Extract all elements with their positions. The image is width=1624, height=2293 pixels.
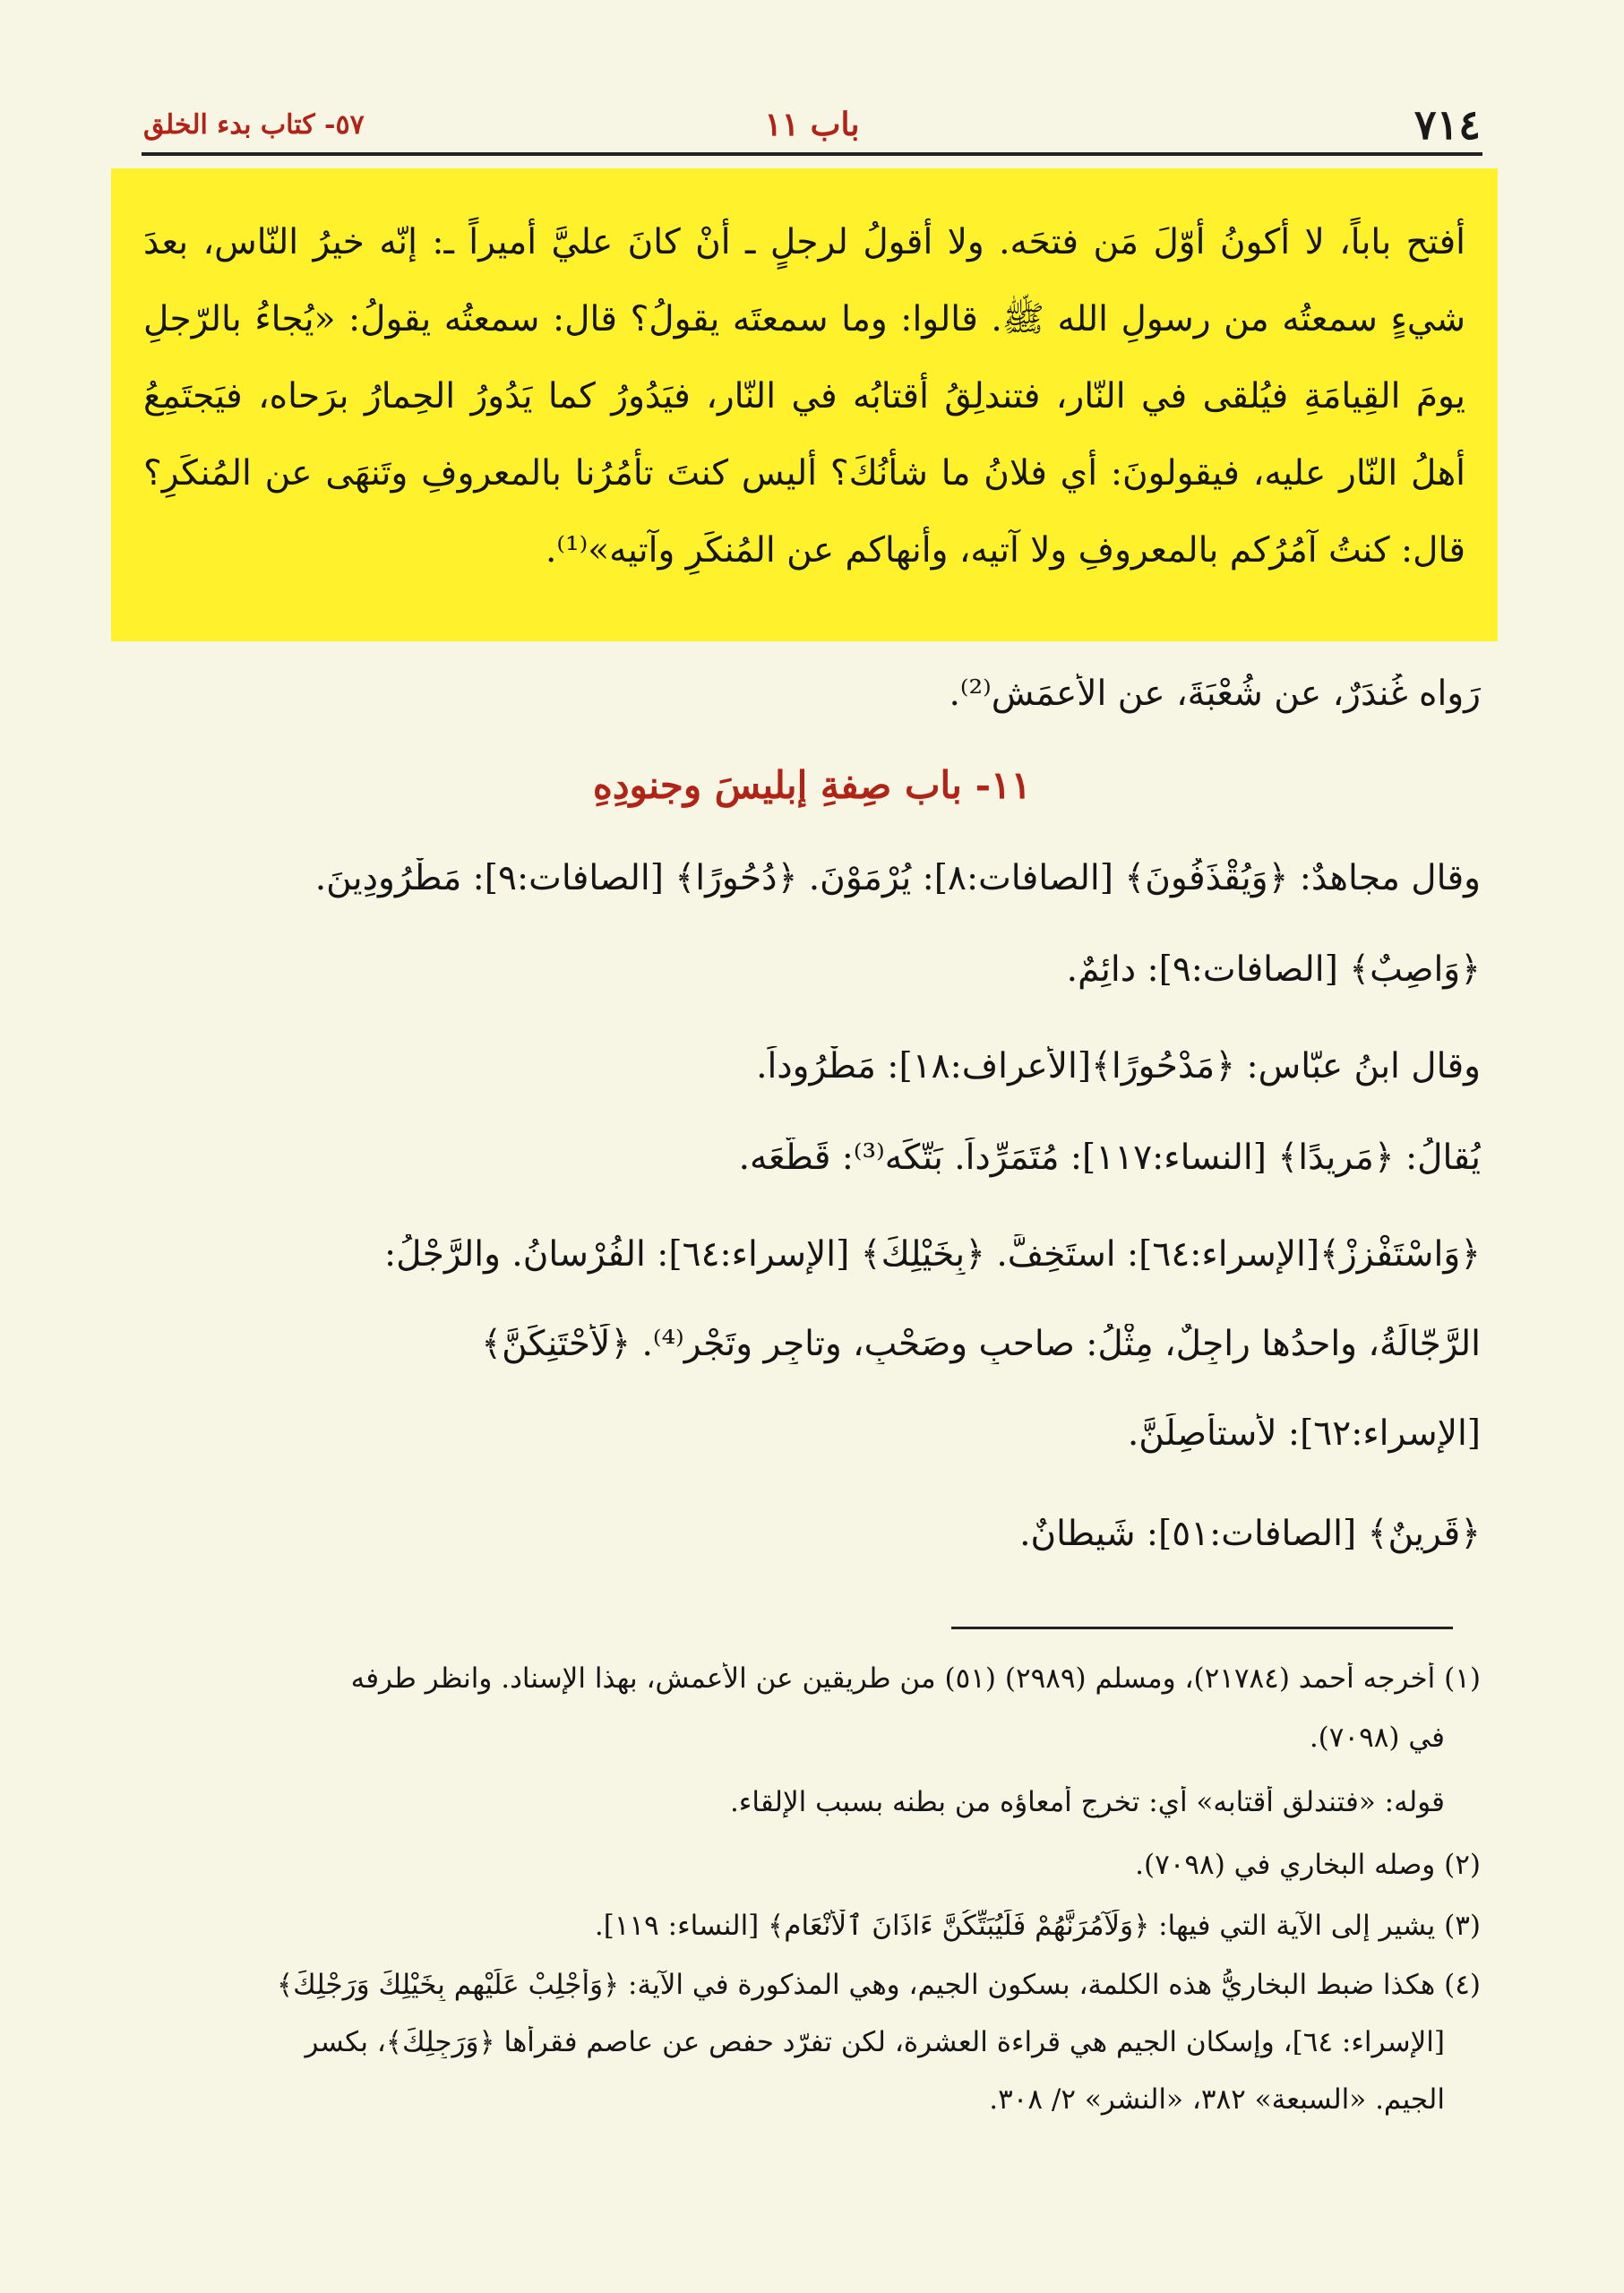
body-line: ﴿وَاسْتَفْزِزْ﴾[الإسراء:٦٤]: استَخِفَّ. ﴿بِخَيْلِكَ﴾ [الإسراء:٦٤]: الفُرْسانُ. والرَّجْلُ: <box>384 1234 1481 1275</box>
body-line: يُقالُ: ﴿مَرِيدًا﴾ [النساء:١١٧]: مُتَمَرِّداً. بَتّكَه⁽³⁾: قَطّعَه. <box>738 1138 1481 1178</box>
chapter-label: باب ١١ <box>764 106 860 143</box>
footnote-line: قوله: «فتندلق أقتابه» أي: تخرج أمعاؤه من بطنه بسبب الإلقاء. <box>729 1786 1445 1818</box>
body-line: ﴿وَاصِبٌ﴾ [الصافات:٩]: دائِمٌ. <box>1066 949 1481 990</box>
footnote-line: الجيم. «السبعة» ٣٨٢، «النشر» ٢/ ٣٠٨. <box>989 2083 1445 2116</box>
footnote-line: (٤) هكذا ضبط البخاريُّ هذه الكلمة، بسكون الجيم، وهي المذكورة في الآية: ﴿وَأَجْلِبْ عَلَيْهِم بِخَيْلِكَ وَرَجْلِكَ﴾ <box>276 1969 1481 2001</box>
page-number: ٧١٤ <box>1413 100 1481 149</box>
body-line: [الإسراء:٦٢]: لأستأصِلَنَّ. <box>1127 1413 1481 1454</box>
footnote-line: (٢) وصله البخاري في (٧٠٩٨). <box>1135 1849 1481 1881</box>
section-body <box>143 0 1481 2293</box>
footnote-line: [الإسراء: ٦٤]، وإسكان الجيم هي قراءة العشرة، لكن تفرّد حفص عن عاصم فقرأها ﴿وَرَجِلِكَ﴾، بكسر <box>305 2026 1445 2058</box>
body-line: وقال مجاهدٌ: ﴿وَيُقْذَفُونَ﴾ [الصافات:٨]: يُرْمَوْنَ. ﴿دُحُورًا﴾ [الصافات:٩]: مَطْرُودِينَ. <box>314 858 1481 898</box>
footnote-line: (١) أخرجه أحمد (٢١٧٨٤)، ومسلم (٢٩٨٩) (٥١) من طريقين عن الأعمش، بهذا الإسناد. وانظر طرفه <box>350 1662 1481 1695</box>
body-line: وقال ابنُ عبّاسٍ: ﴿مَدْحُورًا﴾[الأعراف:١٨]: مَطْرُوداً. <box>756 1046 1481 1086</box>
hadith-text: أفتح باباً، لا أكونُ أوّلَ مَن فتحَه. ولا أقولُ لرجلٍ ـ أنْ كانَ عليَّ أميراً ـ: إنّه خيرُ النّاس، بعدَ شيءٍ سمعتُه من رسولِ الله ﷺ. قالوا: وما سمعتَه يقولُ؟ قال: سمعتُه يقولُ: «يُجاءُ بالرّجلِ يومَ القِيامَةِ فيُلقى في النّار، فتندلِقُ أقتابُه في النّار، فيَدُورُ كما يَدُورُ الحِمارُ برَحاه، فيَجتَمِعُ أهلُ النّار عليه، فيقولونَ: أي فلانُ ما شأنُكَ؟ أليس كنتَ تأمُرُنا بالمعروفِ وتَنهَى عن المُنكَرِ؟ قال: كنتُ آمُرُكم بالمعروفِ ولا آتيه، وأنهاكم عن المُنكَرِ وآتيه»⁽¹⁾. <box>143 222 1465 571</box>
book-title: ٥٧- كتاب بدء الخلق <box>143 109 365 141</box>
section-heading: ١١- باب صِفةِ إبليسَ وجنودِهِ <box>592 763 1032 807</box>
body-line: الرَّجّالَةُ، واحدُها راجِلٌ، مِثْلُ: صاحبٍ وصَحْبٍ، وتاجِرٍ وتَجْرٍ⁽⁴⁾. ﴿لَأَحْتَنِكَنَّ﴾ <box>481 1324 1481 1364</box>
footnote-line: في (٧٠٩٨). <box>1309 1722 1445 1754</box>
footnote-line: (٣) يشير إلى الآية التي فيها: ﴿وَلَآمُرَنَّهُمْ فَلَيُبَتِّكُنَّ ءَاذَانَ ٱلْأَنْعَامِ﴾ [النساء: ١١٩]. <box>594 1910 1481 1942</box>
riwaya-line: رَواه غُندَرٌ، عن شُعْبَةَ، عن الأعمَشِ⁽²⁾. <box>949 674 1481 714</box>
body-line: ﴿قَرِينٌ﴾ [الصافات:٥١]: شَيطانٌ. <box>1019 1514 1481 1554</box>
footnote-rule <box>951 1627 1453 1629</box>
